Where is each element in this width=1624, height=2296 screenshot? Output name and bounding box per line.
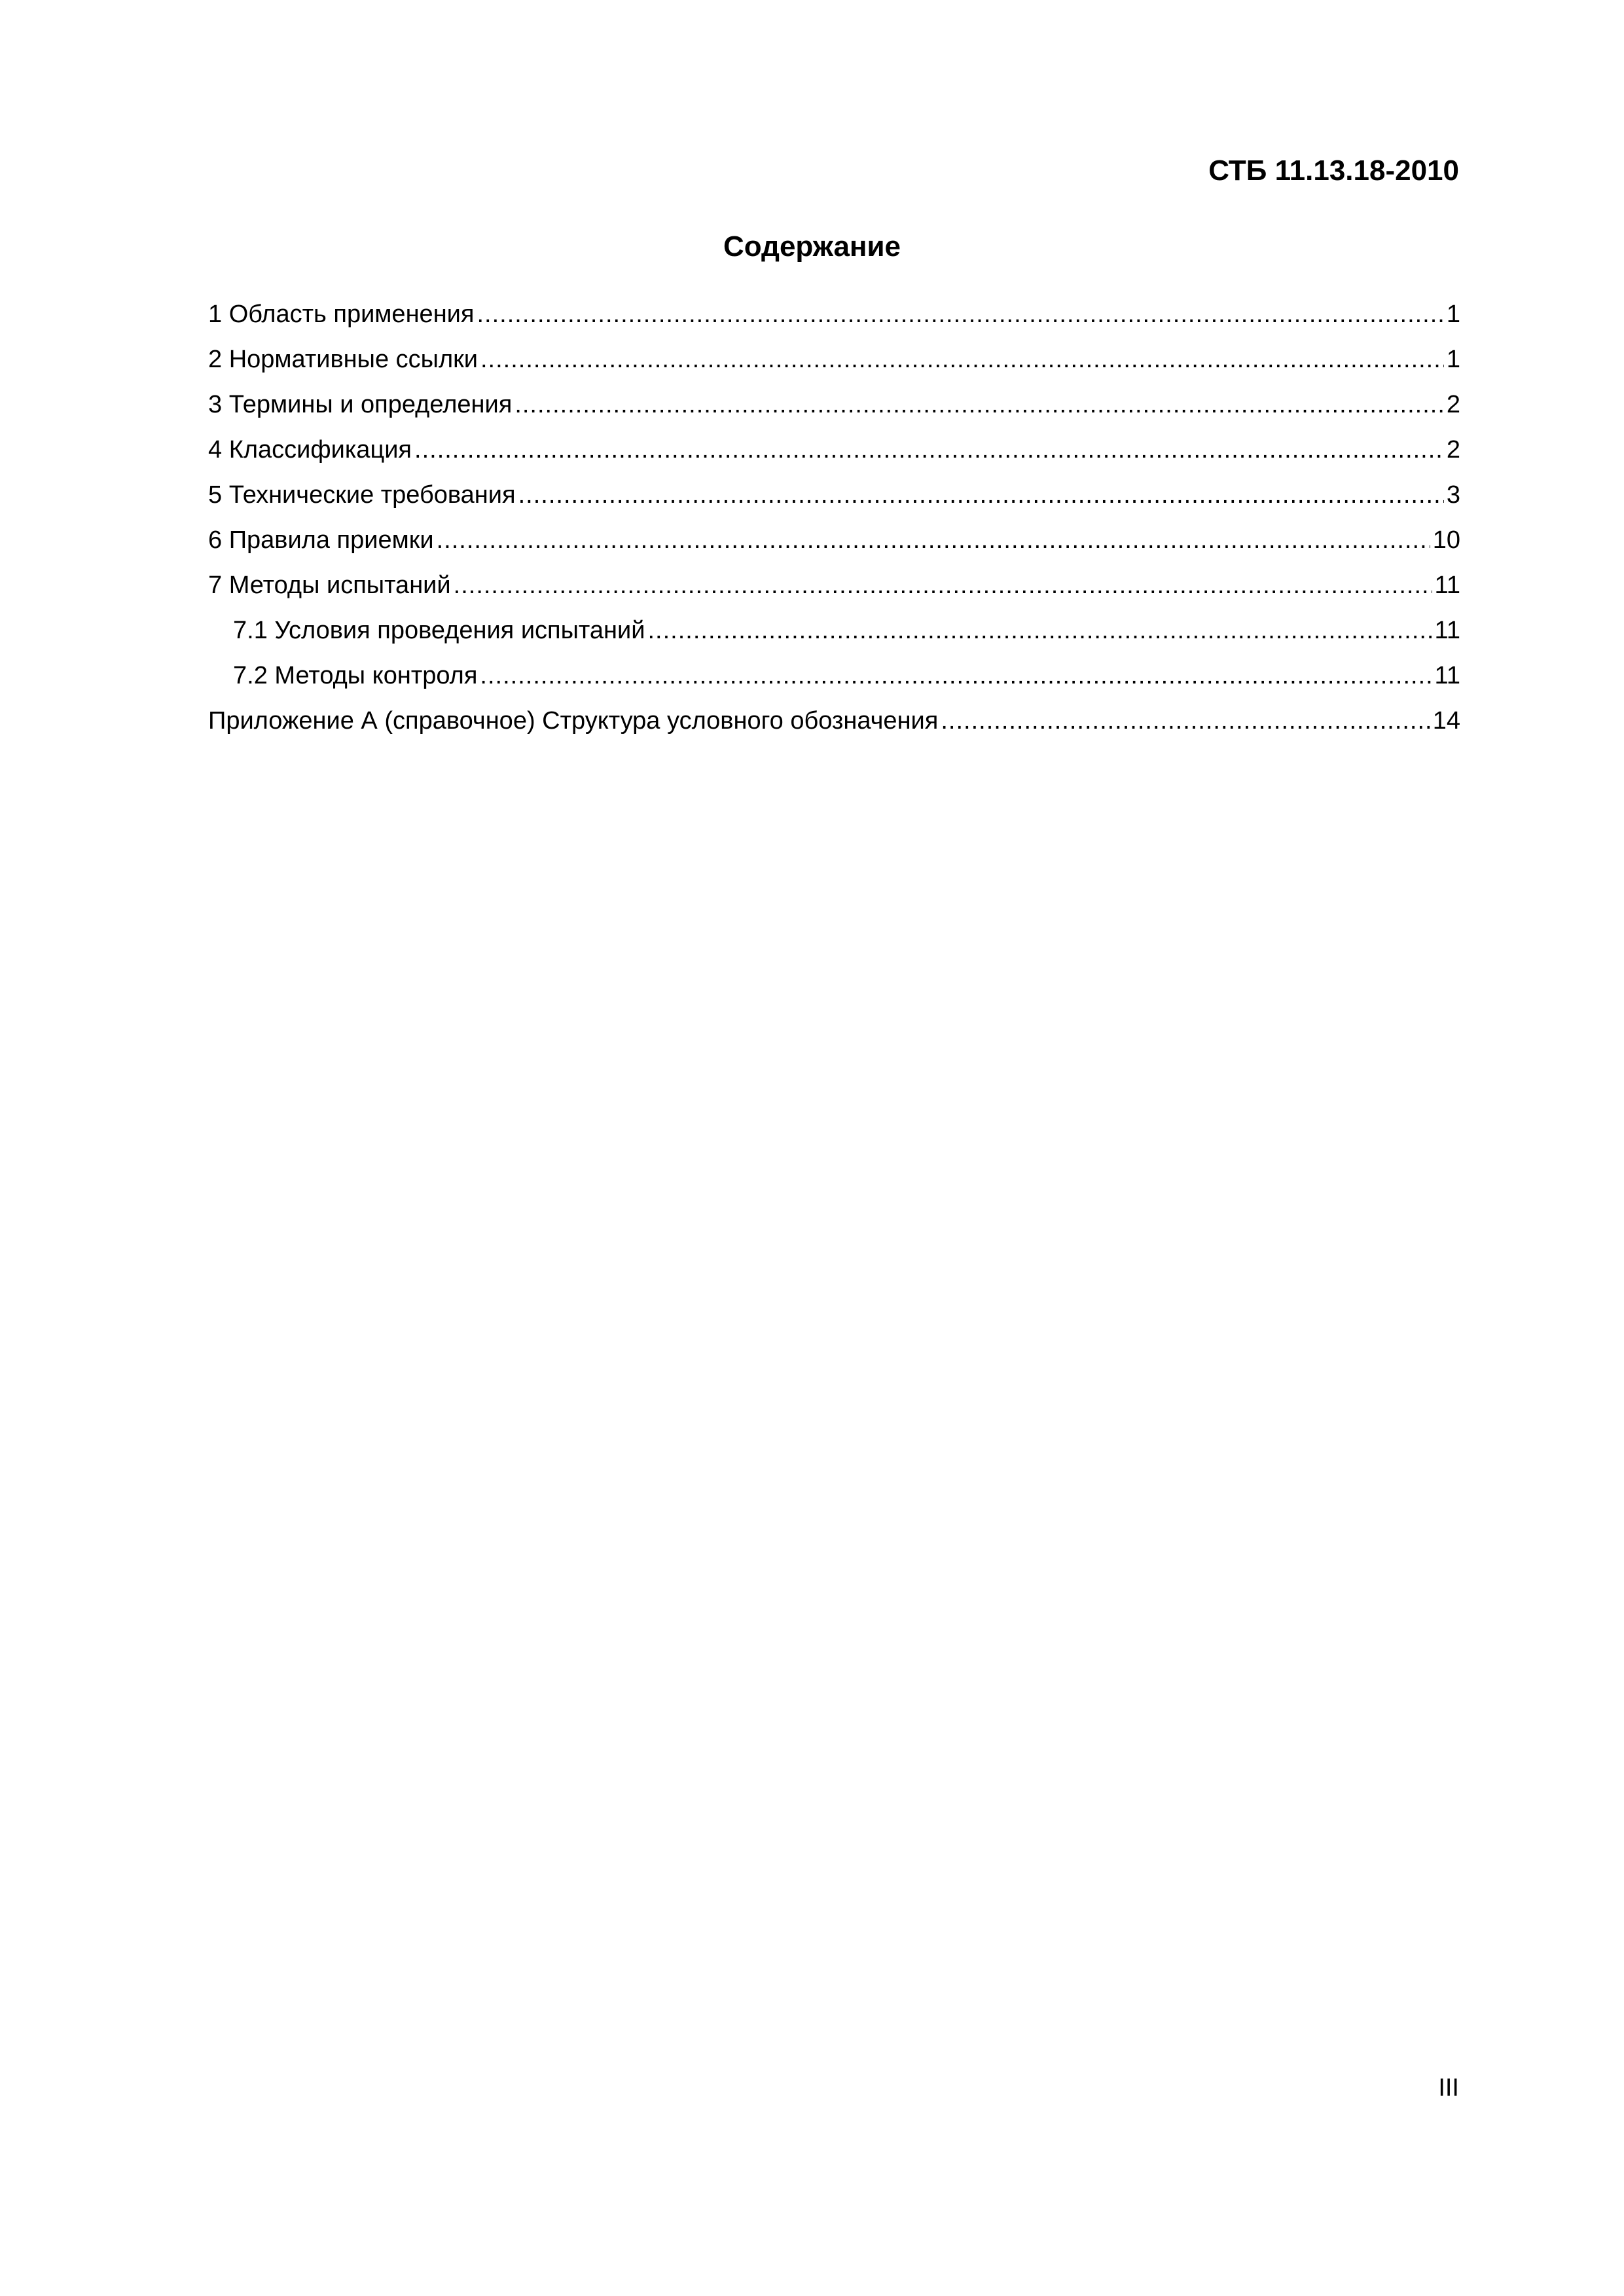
toc-entry-page: 14: [1432, 707, 1460, 735]
toc-entry-page: 11: [1434, 662, 1460, 689]
toc-entry-page: 10: [1432, 526, 1460, 554]
page-number: III: [1438, 2074, 1459, 2102]
toc-entry-page: 11: [1434, 617, 1460, 644]
toc-entry-text: 2 Нормативные ссылки: [208, 346, 478, 373]
toc-dot-leader: [648, 613, 1432, 647]
toc-dot-leader: [941, 704, 1430, 738]
toc-entry-page: 11: [1434, 572, 1460, 599]
toc-entry[interactable]: [208, 478, 1460, 523]
toc-entry-text: 7 Методы испытаний: [208, 572, 451, 599]
toc-entry-text: 3 Термины и определения: [208, 391, 513, 418]
toc-entry-text: 1 Область применения: [208, 301, 475, 328]
toc-dot-leader: [480, 659, 1432, 693]
toc-dot-leader: [477, 297, 1443, 331]
toc-entry-page: 1: [1446, 346, 1460, 373]
toc-title: Содержание: [723, 230, 901, 263]
toc-entry[interactable]: [208, 523, 1460, 568]
toc-entry-page: 2: [1446, 436, 1460, 464]
toc-dot-leader: [514, 388, 1444, 422]
toc-dot-leader: [454, 568, 1432, 602]
toc-entry[interactable]: [208, 388, 1460, 433]
toc-entry[interactable]: [208, 433, 1460, 478]
document-code: СТБ 11.13.18-2010: [1208, 155, 1459, 187]
toc-entry-text: 7.1 Условия проведения испытаний: [233, 617, 645, 644]
toc-entry[interactable]: [208, 342, 1460, 388]
toc-dot-leader: [414, 433, 1444, 467]
toc-entry-page: 3: [1446, 481, 1460, 509]
toc-entry-text: 7.2 Методы контроля: [233, 662, 478, 689]
toc-dot-leader: [437, 523, 1430, 557]
table-of-contents: [208, 297, 1460, 749]
toc-dot-leader: [480, 342, 1444, 376]
toc-entry-text: 5 Технические требования: [208, 481, 516, 509]
toc-entry-text: 4 Классификация: [208, 436, 412, 464]
toc-entry-text: Приложение А (справочное) Структура условного обозначения: [208, 707, 939, 735]
toc-entry-page: 2: [1446, 391, 1460, 418]
toc-entry[interactable]: [208, 297, 1460, 342]
toc-entry[interactable]: [208, 568, 1460, 613]
toc-dot-leader: [518, 478, 1444, 512]
toc-entry-text: 6 Правила приемки: [208, 526, 434, 554]
toc-subentry[interactable]: [208, 659, 1460, 704]
toc-entry-page: 1: [1446, 301, 1460, 328]
toc-subentry[interactable]: [208, 613, 1460, 659]
toc-entry[interactable]: [208, 704, 1460, 749]
